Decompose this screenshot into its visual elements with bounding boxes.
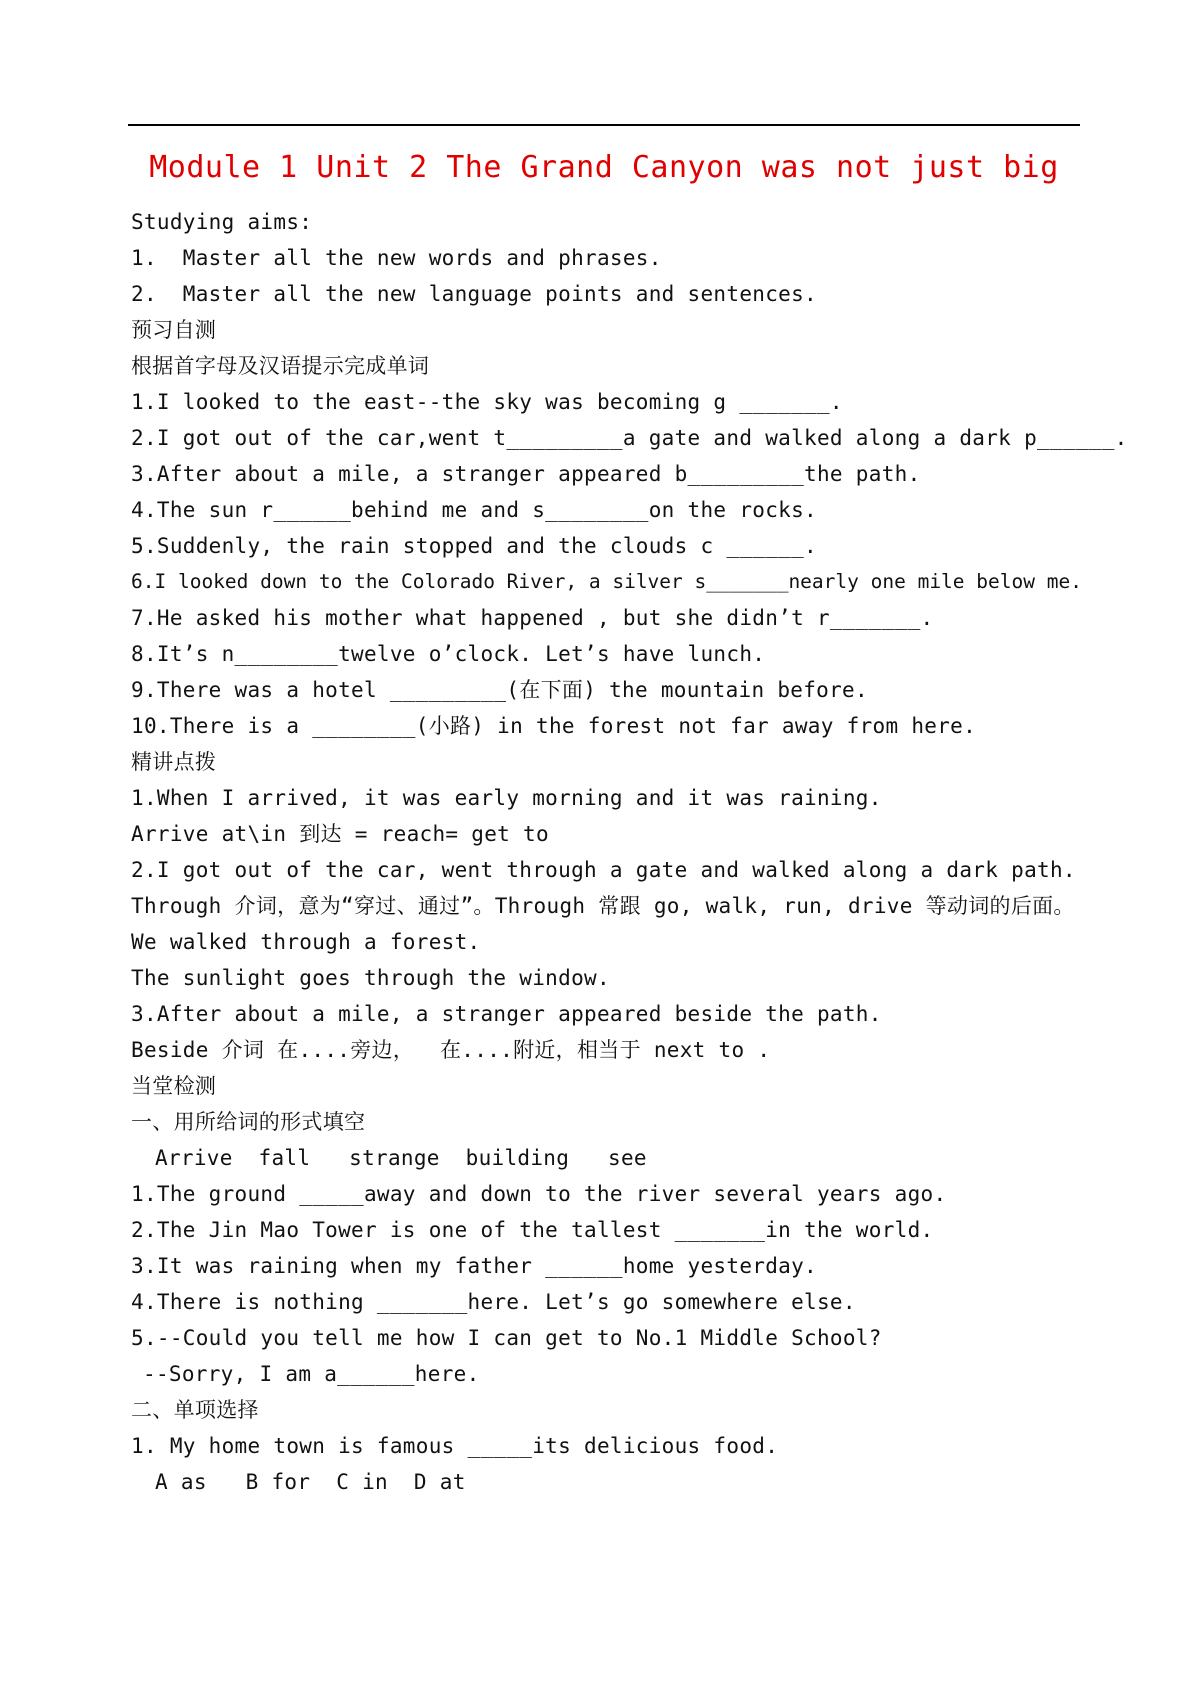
explanation-line: Through 介词，意为“穿过、通过”。Through 常跟 go, walk, run, drive 等动词的后面。 [131,894,1075,918]
part2-question: 1. My home town is famous _____its delicious food. [131,1434,779,1458]
preview-question: 1.I looked to the east--the sky was becoming g _______. [131,390,843,414]
part1-question: --Sorry, I am a______here. [143,1362,480,1386]
part1-question: 3.It was raining when my father ______home yesterday. [131,1254,817,1278]
part1-question: 5.--Could you tell me how I can get to No.1 Middle School? [131,1326,882,1350]
part2-options: A as B for C in D at [155,1470,466,1494]
part1-question: 4.There is nothing _______here. Let’s go somewhere else. [131,1290,856,1314]
explanation-line: Arrive at\in 到达 = reach= get to [131,822,549,846]
part1-question: 2.The Jin Mao Tower is one of the tallest _______in the world. [131,1218,934,1242]
explanation-line: 3.After about a mile, a stranger appeared beside the path. [131,1002,882,1026]
classroom-test-heading: 当堂检测 [131,1074,217,1098]
preview-heading: 预习自测 [131,318,217,342]
preview-question: 5.Suddenly, the rain stopped and the clouds c ______. [131,534,817,558]
preview-question: 8.It’s n________twelve o’clock. Let’s have lunch. [131,642,766,666]
preview-instruction: 根据首字母及汉语提示完成单词 [131,354,430,378]
preview-question: 3.After about a mile, a stranger appeared b_________the path. [131,462,921,486]
explanation-line: The sunlight goes through the window. [131,966,610,990]
page-title: Module 1 Unit 2 The Grand Canyon was not just big [149,150,1059,185]
part1-question: 1.The ground _____away and down to the river several years ago. [131,1182,947,1206]
preview-question: 10.There is a ________(小路) in the forest not far away from here. [131,714,977,738]
explanation-heading: 精讲点拨 [131,750,217,774]
word-bank: Arrive fall strange building see [155,1146,647,1170]
preview-question: 7.He asked his mother what happened , but she didn’t r_______. [131,606,934,630]
header-rule [128,124,1080,126]
aim-item: 1. Master all the new words and phrases. [131,246,662,270]
explanation-line: 1.When I arrived, it was early morning and it was raining. [131,786,882,810]
preview-question: 6.I looked down to the Colorado River, a silver s_______nearly one mile below me. [131,570,1082,593]
document-body [131,204,1128,1500]
preview-question: 4.The sun r______behind me and s________on the rocks. [131,498,817,522]
part1-heading: 一、用所给词的形式填空 [131,1110,366,1134]
explanation-line: Beside 介词 在....旁边， 在....附近，相当于 next to . [131,1038,771,1062]
part2-heading: 二、单项选择 [131,1398,259,1422]
aims-heading: Studying aims: [131,210,313,234]
explanation-line: 2.I got out of the car, went through a gate and walked along a dark path. [131,858,1076,882]
aim-item: 2. Master all the new language points and sentences. [131,282,817,306]
explanation-line: We walked through a forest. [131,930,481,954]
preview-question: 2.I got out of the car,went t_________a gate and walked along a dark p______. [131,426,1128,450]
preview-question: 9.There was a hotel _________(在下面) the mountain before. [131,678,868,702]
